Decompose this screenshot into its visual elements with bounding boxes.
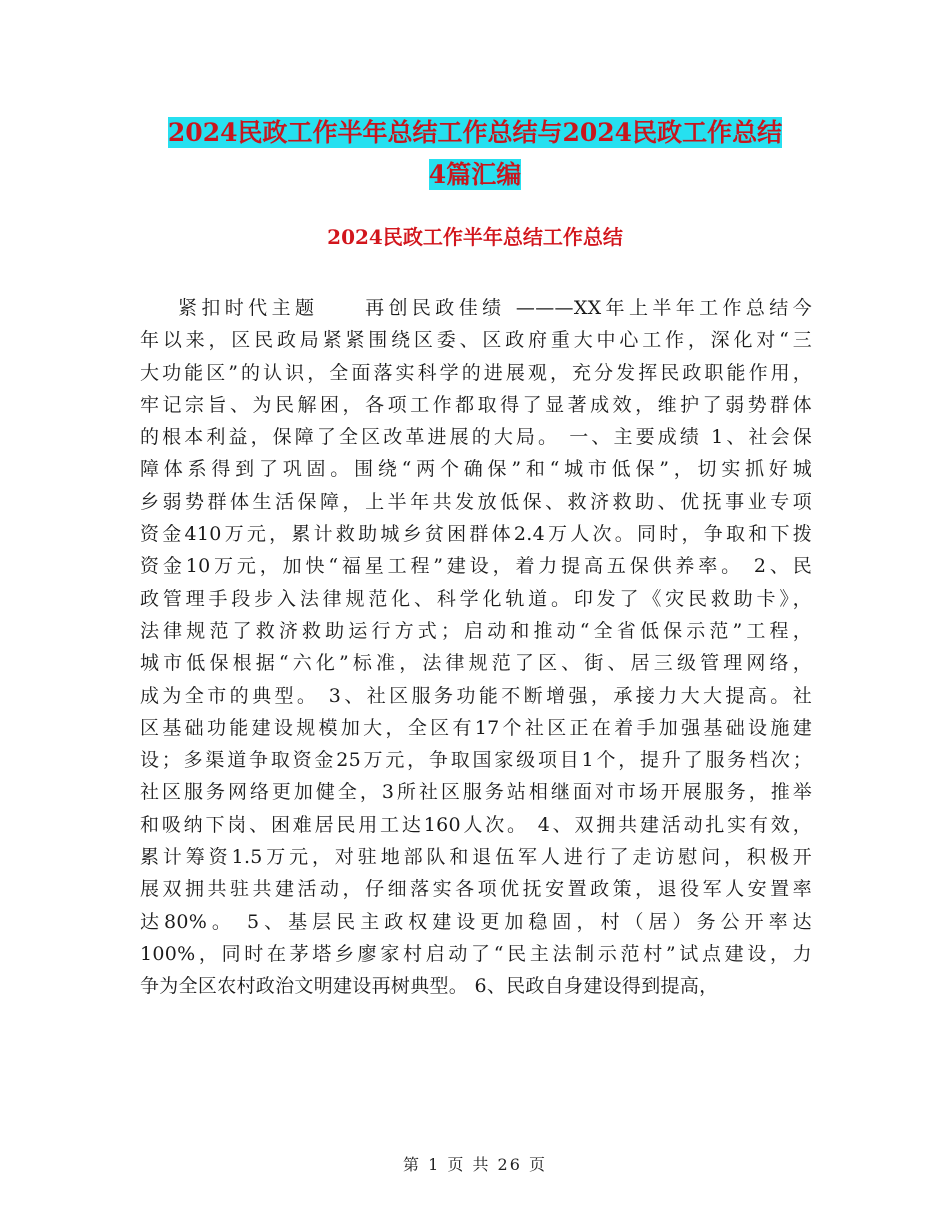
title-line-2: 4篇汇编 (428, 160, 522, 189)
body-line: 累计筹资1.5万元，对驻地部队和退伍军人进行了走访慰问，积极开 (140, 846, 812, 869)
page-footer: 第 1 页 共 26 页 (403, 1155, 547, 1174)
body-line: 的根本利益，保障了全区改革进展的大局。 一、主要成绩 1、社会保 (140, 426, 812, 449)
body-line: 资金410万元，累计救助城乡贫困群体2.4万人次。同时，争取和下拨 (140, 523, 812, 546)
body-line: 障体系得到了巩固。围绕“两个确保”和“城市低保”，切实抓好城 (140, 458, 812, 481)
title-line-1: 2024民政工作半年总结工作总结与2024民政工作总结 (167, 118, 783, 147)
document-title (130, 112, 820, 196)
body-line: 资金10万元，加快“福星工程”建设，着力提高五保供养率。 2、民 (140, 555, 812, 578)
body-paragraph (140, 292, 812, 1122)
section-title: 2024民政工作半年总结工作总结 (327, 225, 623, 249)
body-line: 展双拥共驻共建活动，仔细落实各项优抚安置政策，退役军人安置率 (140, 878, 812, 901)
body-line: 社区服务网络更加健全，3所社区服务站相继面对市场开展服务，推举 (140, 781, 812, 804)
body-line: 牢记宗旨、为民解困，各项工作都取得了显著成效，维护了弱势群体 (140, 393, 812, 416)
body-line: 设；多渠道争取资金25万元，争取国家级项目1个，提升了服务档次； (140, 749, 812, 772)
body-line: 法律规范了救济救助运行方式；启动和推动“全省低保示范”工程， (140, 619, 812, 642)
body-line: 城市低保根据“六化”标准，法律规范了区、街、居三级管理网络， (140, 652, 812, 675)
body-line: 达80%。 5、基层民主政权建设更加稳固，村（居）务公开率达 (140, 910, 812, 933)
body-line: 大功能区”的认识，全面落实科学的进展观，充分发挥民政职能作用， (140, 361, 812, 384)
body-line: 紧扣时代主题 再创民政佳绩 ———XX年上半年工作总结今 (178, 297, 812, 319)
body-line: 年以来，区民政局紧紧围绕区委、区政府重大中心工作，深化对“三 (140, 329, 812, 352)
body-line: 政管理手段步入法律规范化、科学化轨道。印发了《灾民救助卡》， (140, 587, 812, 610)
body-line: 和吸纳下岗、困难居民用工达160人次。 4、双拥共建活动扎实有效， (140, 813, 812, 836)
body-line: 区基础功能建设规模加大，全区有17个社区正在着手加强基础设施建 (140, 716, 812, 739)
body-line: 成为全市的典型。 3、社区服务功能不断增强，承接力大大提高。社 (140, 684, 812, 707)
body-line: 100%，同时在茅塔乡廖家村启动了“民主法制示范村”试点建设，力 (140, 942, 812, 965)
body-line: 争为全区农村政治文明建设再树典型。 6、民政自身建设得到提高， (140, 975, 719, 998)
body-line: 乡弱势群体生活保障，上半年共发放低保、救济救助、优抚事业专项 (140, 490, 812, 513)
